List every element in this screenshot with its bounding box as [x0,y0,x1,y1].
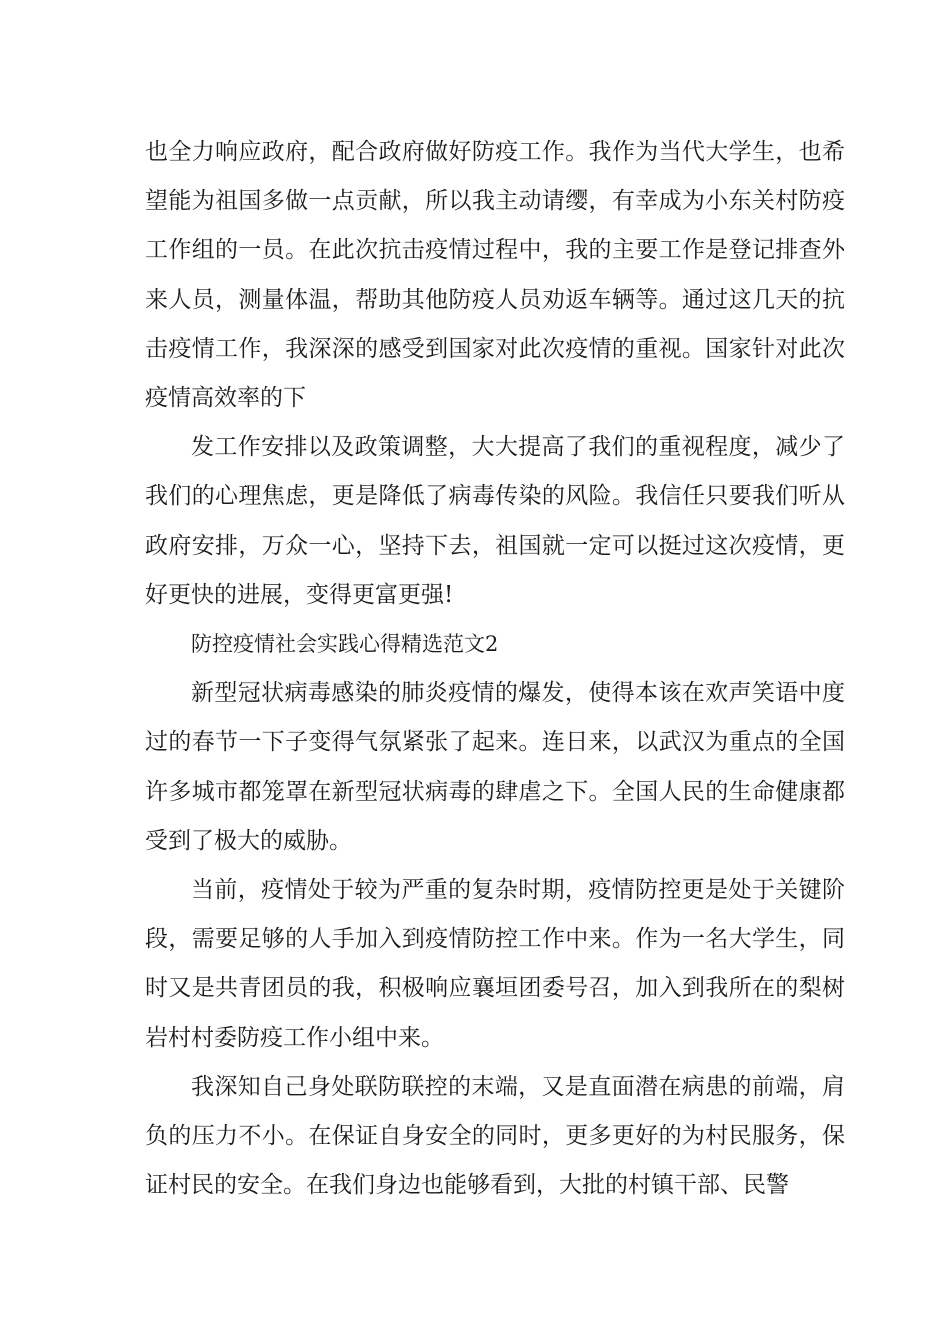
section-heading: 防控疫情社会实践心得精选范文2 [191,632,499,657]
paragraph-2: 发工作安排以及政策调整，大大提高了我们的重视程度，减少了我们的心理焦虑，更是降低了病毒传染的风险。我信任只要我们听从政府安排，万众一心，坚持下去，祖国就一定可以挺过这次疫情，更好更快的进展，变得更富更强! [145,434,845,608]
paragraph-1: 也全力响应政府，配合政府做好防疫工作。我作为当代大学生，也希望能为祖国多做一点贡献，所以我主动请缨，有幸成为小东关村防疫工作组的一员。在此次抗击疫情过程中，我的主要工作是登记排查外来人员，测量体温，帮助其他防疫人员劝返车辆等。通过这几天的抗击疫情工作，我深深的感受到国家对此次疫情的重视。国家针对此次疫情高效率的下 [145,139,845,412]
paragraph-5: 我深知自己身处联防联控的末端，又是直面潜在病患的前端，肩负的压力不小。在保证自身安全的同时，更多更好的为村民服务，保证村民的安全。在我们身边也能够看到，大批的村镇干部、民警 [145,1073,845,1199]
paragraph-3: 新型冠状病毒感染的肺炎疫情的爆发，使得本该在欢声笑语中度过的春节一下子变得气氛紧张了起来。连日来，以武汉为重点的全国许多城市都笼罩在新型冠状病毒的肆虐之下。全国人民的生命健康都受到了极大的威胁。 [145,680,845,854]
document-body [145,128,845,1210]
paragraph-4: 当前，疫情处于较为严重的复杂时期，疫情防控更是处于关键阶段，需要足够的人手加入到疫情防控工作中来。作为一名大学生，同时又是共青团员的我，积极响应襄垣团委号召，加入到我所在的梨树岩村村委防疫工作小组中来。 [145,877,845,1051]
